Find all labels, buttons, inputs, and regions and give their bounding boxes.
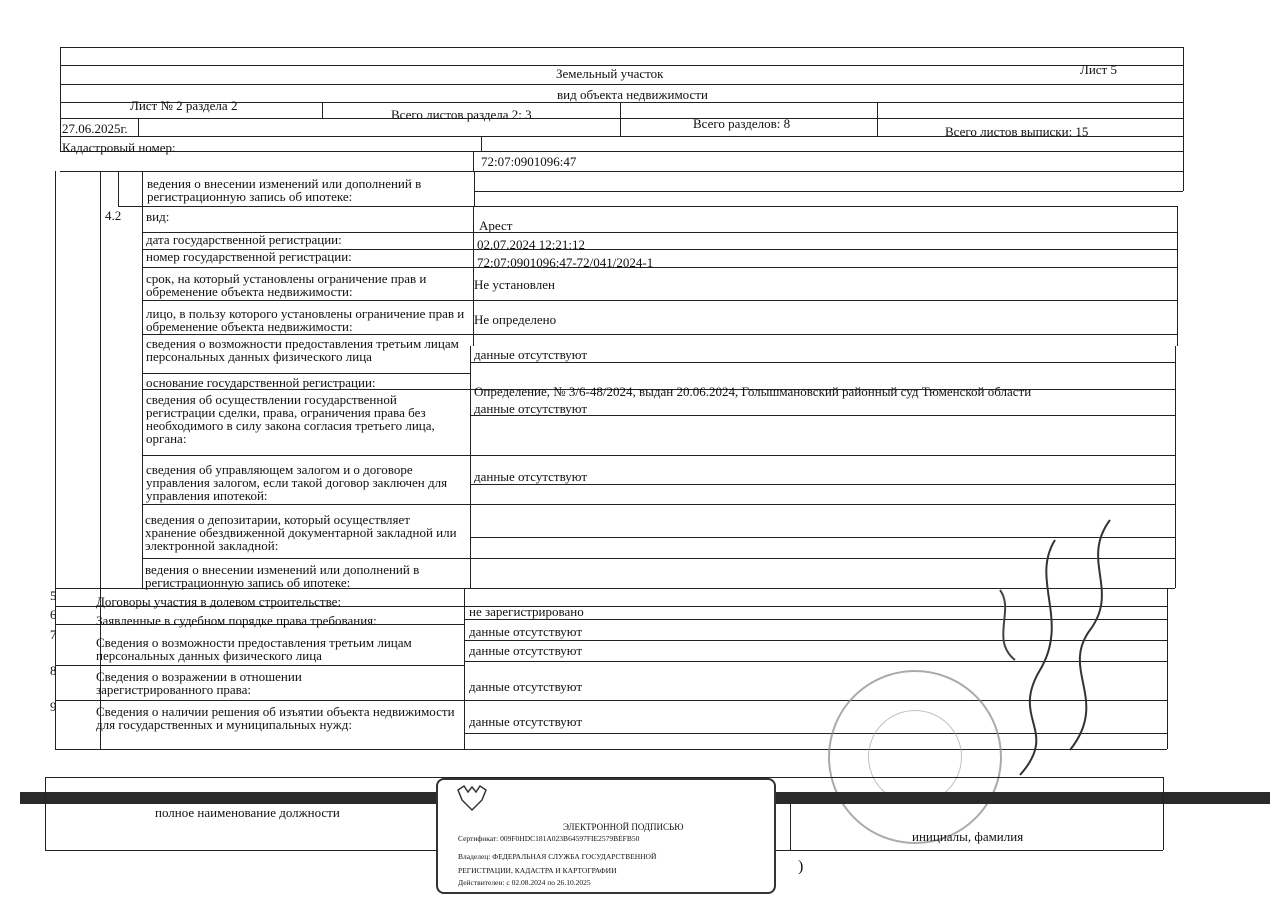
rule (142, 267, 1177, 268)
section-sheets-total: Всего листов раздела 2: 3 (391, 107, 532, 122)
esign-title: ЭЛЕКТРОННОЙ ПОДПИСЬЮ (563, 822, 684, 832)
rule (138, 118, 139, 136)
reg-number-label: номер государственной регистрации: (146, 249, 352, 264)
row-number-4-2: 4.2 (105, 208, 122, 223)
row-number-6: 6 (50, 607, 57, 622)
rule (142, 171, 143, 588)
section-sheet: Лист № 2 раздела 2 (130, 98, 238, 113)
rule (877, 102, 878, 136)
initials-label: инициалы, фамилия (912, 829, 1024, 844)
rule (142, 373, 470, 374)
term-value: Не установлен (474, 277, 555, 292)
rule (45, 777, 46, 850)
row-6-value: данные отсутствуют (469, 624, 583, 639)
prev-changes-label: ведения о внесении изменений или дополнений в регистрационную запись об ипотеке: (147, 176, 422, 204)
row-7-label: Сведения о возможности предоставления третьим лицам персональных данных физического лица (96, 635, 412, 663)
row-9-value: данные отсутствуют (469, 714, 583, 729)
rule (474, 171, 475, 206)
consent-label: сведения об осуществлении государственной регистрации сделки, права, ограничения права без необходимого в силу закона согласия третьего лица, органа: (146, 392, 435, 446)
term-label: срок, на который установлены ограничение прав и обременение объекта недвижимости: (146, 271, 427, 299)
reg-number-value: 72:07:0901096:47-72/041/2024-1 (477, 255, 654, 270)
rule (142, 455, 1175, 456)
basis-value: Определение, № 3/6-48/2024, выдан 20.06.2024, Голышмановский районный суд Тюменской области (474, 384, 1032, 399)
rule (474, 191, 1183, 192)
rule (1183, 151, 1184, 191)
rule (1177, 206, 1178, 346)
reg-date-value: 02.07.2024 12:21:12 (477, 237, 585, 252)
document-date: 27.06.2025г. (62, 121, 128, 136)
esign-valid: Действителен: с 02.08.2024 по 26.10.2025 (458, 878, 591, 887)
rule (60, 84, 1183, 85)
row-number-7: 7 (50, 627, 57, 642)
rule (1163, 777, 1164, 850)
electronic-signature-box (436, 778, 776, 894)
object-name: Земельный участок (556, 66, 664, 81)
rule (60, 151, 1183, 152)
depositary-label: сведения о депозитарии, который осуществляет хранение обездвиженной документарной закладной или электронной закладной: (145, 512, 457, 553)
row-number-9: 9 (50, 699, 57, 714)
rule (1175, 346, 1176, 588)
pledge-value: данные отсутствуют (474, 469, 588, 484)
rule (60, 47, 61, 151)
rule (470, 346, 471, 588)
coat-of-arms-icon (454, 784, 490, 812)
row-5-value: не зарегистрировано (469, 604, 584, 619)
rule (1167, 588, 1168, 749)
rule (473, 151, 474, 171)
rule (481, 136, 482, 151)
beneficiary-value: Не определено (474, 312, 557, 327)
row-7-value: данные отсутствуют (469, 643, 583, 658)
sheet-label: Лист 5 (1080, 62, 1117, 77)
changes-label: ведения о внесении изменений или дополнений в регистрационную запись об ипотеке: (145, 562, 420, 590)
rule (118, 206, 1177, 207)
pledge-label: сведения об управляющем залогом и о договоре управления залогом, если такой договор заключен для управления ипотекой: (146, 462, 448, 503)
esign-owner-line1: Владелец: ФЕДЕРАЛЬНАЯ СЛУЖБА ГОСУДАРСТВЕННОЙ (458, 852, 657, 861)
extract-sheets-total: Всего листов выписки: 15 (945, 124, 1089, 139)
rule (470, 362, 1175, 363)
rule (470, 484, 1175, 485)
rule (464, 588, 465, 749)
cadastral-number: 72:07:0901096:47 (481, 154, 577, 169)
row-number-5: 5 (50, 588, 57, 603)
consent-value: данные отсутствуют (474, 401, 588, 416)
object-kind: вид объекта недвижимости (557, 87, 708, 102)
sections-total: Всего разделов: 8 (693, 116, 791, 131)
rule (60, 118, 1183, 119)
rule (142, 334, 1177, 335)
row-8-label: Сведения о возражении в отношении зарегистрированного права: (96, 669, 302, 697)
cadastral-label: Кадастровый номер: (62, 140, 176, 155)
esign-certificate: Сертификат: 009F0HDC181A023B64597FIE2579BEFB50 (458, 834, 640, 843)
rule (118, 171, 119, 206)
rule (322, 102, 323, 118)
handwritten-signature (960, 500, 1150, 790)
official-seal-inner-ring (868, 710, 962, 804)
rule (142, 300, 1177, 301)
rule (60, 171, 1183, 172)
row-number-8: 8 (50, 663, 57, 678)
personal-data-label: сведения о возможности предоставления третьим лицам персональных данных физического лица (146, 336, 459, 364)
beneficiary-label: лицо, в пользу которого установлены ограничение прав и обременение объекта недвижимости: (146, 306, 465, 334)
row-8-value: данные отсутствуют (469, 679, 583, 694)
kind-value: Арест (479, 218, 513, 233)
position-label: полное наименование должности (155, 805, 340, 820)
rule (620, 102, 621, 136)
closing-paren: ) (798, 858, 804, 875)
row-9-label: Сведения о наличии решения об изъятии объекта недвижимости для государственных и муниципальных нужд: (96, 704, 455, 732)
rule (55, 665, 464, 666)
row-5-label: Договоры участия в долевом строительстве: (96, 594, 342, 609)
rule (1183, 47, 1184, 151)
esign-owner-line2: РЕГИСТРАЦИИ, КАДАСТРА И КАРТОГРАФИИ (458, 866, 617, 875)
rule (60, 47, 1183, 48)
kind-label: вид: (146, 209, 170, 224)
rule (790, 804, 791, 850)
personal-data-value: данные отсутствуют (474, 347, 588, 362)
basis-label: основание государственной регистрации: (146, 375, 376, 390)
row-6-label: Заявленные в судебном порядке права требования: (96, 613, 377, 628)
reg-date-label: дата государственной регистрации: (146, 232, 342, 247)
